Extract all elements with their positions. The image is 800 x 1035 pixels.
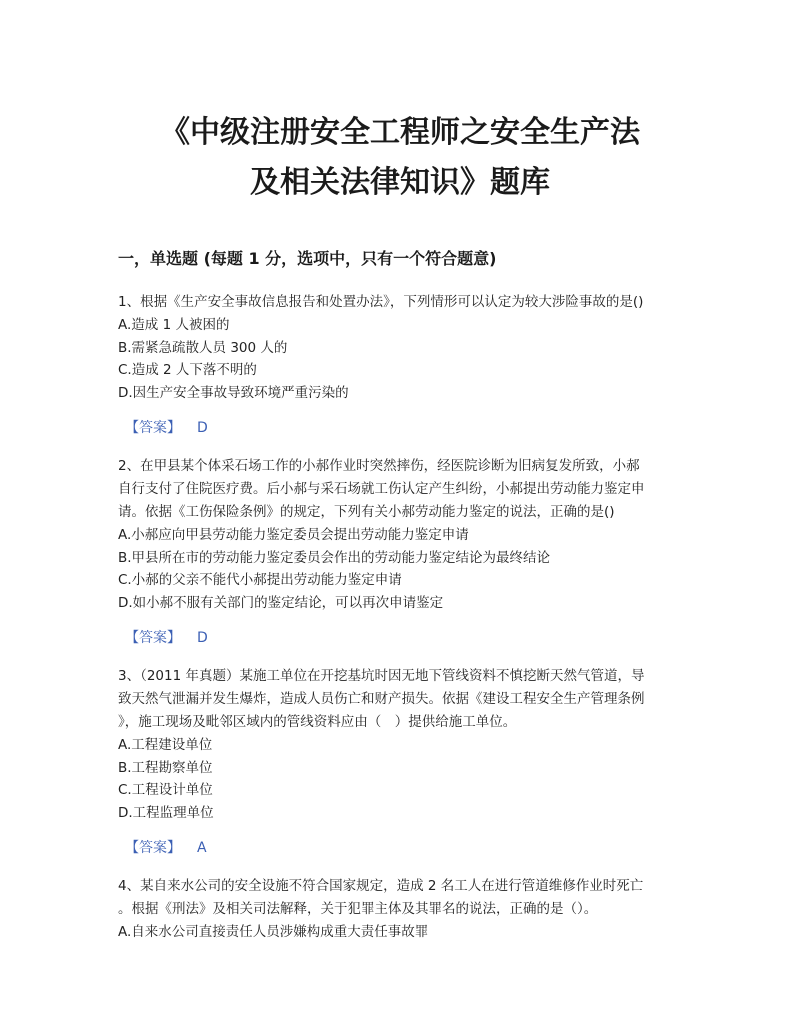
question-stem-line: 4、某自来水公司的安全设施不符合国家规定，造成 2 名工人在进行管道维修作业时死亡 [118,878,644,894]
answer-label: 【答案】 [125,630,181,646]
question-stem-line: 请。依据《工伤保险条例》的规定，下列有关小郝劳动能力鉴定的说法，正确的是() [118,504,615,520]
question-block [118,875,688,944]
answer-line [118,628,688,648]
question-stem-line: 2、在甲县某个体采石场工作的小郝作业时突然摔伤，经医院诊断为旧病复发所致，小郝 [118,458,640,474]
question-option: A.造成 1 人被困的 [118,317,230,333]
title-line-2: 及相关法律知识》题库 [250,165,550,200]
answer-line [118,838,688,858]
document-title [0,108,800,208]
question-stem-line: 3、（2011 年真题）某施工单位在开挖基坑时因无地下管线资料不慎挖断天然气管道，导 [118,668,645,684]
question-block [118,455,688,648]
question-option: D.如小郝不服有关部门的鉴定结论，可以再次申请鉴定 [118,594,444,611]
question-stem-line: 1、根据《生产安全事故信息报告和处置办法》，下列情形可以认定为较大涉险事故的是() [118,294,644,310]
question-option: D.工程监理单位 [118,804,214,821]
question-option: B.需紧急疏散人员 300 人的 [118,339,288,356]
question-stem-line: 自行支付了住院医疗费。后小郝与采石场就工伤认定产生纠纷，小郝提出劳动能力鉴定申 [118,481,645,497]
answer-label: 【答案】 [125,840,181,856]
question-option: A.工程建设单位 [118,737,213,753]
question-stem-line: 致天然气泄漏并发生爆炸，造成人员伤亡和财产损失。依据《建设工程安全生产管理条例 [118,691,645,707]
question-option: A.自来水公司直接责任人员涉嫌构成重大责任事故罪 [118,924,429,940]
section-heading: 一，单选题 (每题 1 分，选项中，只有一个符合题意) [118,249,497,268]
question-option: B.甲县所在市的劳动能力鉴定委员会作出的劳动能力鉴定结论为最终结论 [118,549,551,566]
answer-line [118,418,688,438]
question-option: C.工程设计单位 [118,782,213,798]
question-option: C.小郝的父亲不能代小郝提出劳动能力鉴定申请 [118,572,402,588]
question-option: B.工程勘察单位 [118,759,213,776]
question-block [118,291,688,438]
question-option: A.小郝应向甲县劳动能力鉴定委员会提出劳动能力鉴定申请 [118,527,469,543]
title-line-1: 《中级注册安全工程师之安全生产法 [160,115,640,150]
answer-value: D [197,630,208,646]
answer-value: D [197,420,208,436]
answer-value: A [197,840,207,856]
question-list [118,291,688,944]
question-stem-line: 。根据《刑法》及相关司法解释，关于犯罪主体及其罪名的说法，正确的是（）。 [118,901,598,917]
question-option: C.造成 2 人下落不明的 [118,362,257,378]
question-block [118,665,688,858]
question-option: D.因生产安全事故导致环境严重污染的 [118,384,349,401]
question-stem-line: 》，施工现场及毗邻区域内的管线资料应由（ ）提供给施工单位。 [118,714,517,730]
answer-label: 【答案】 [125,420,181,436]
